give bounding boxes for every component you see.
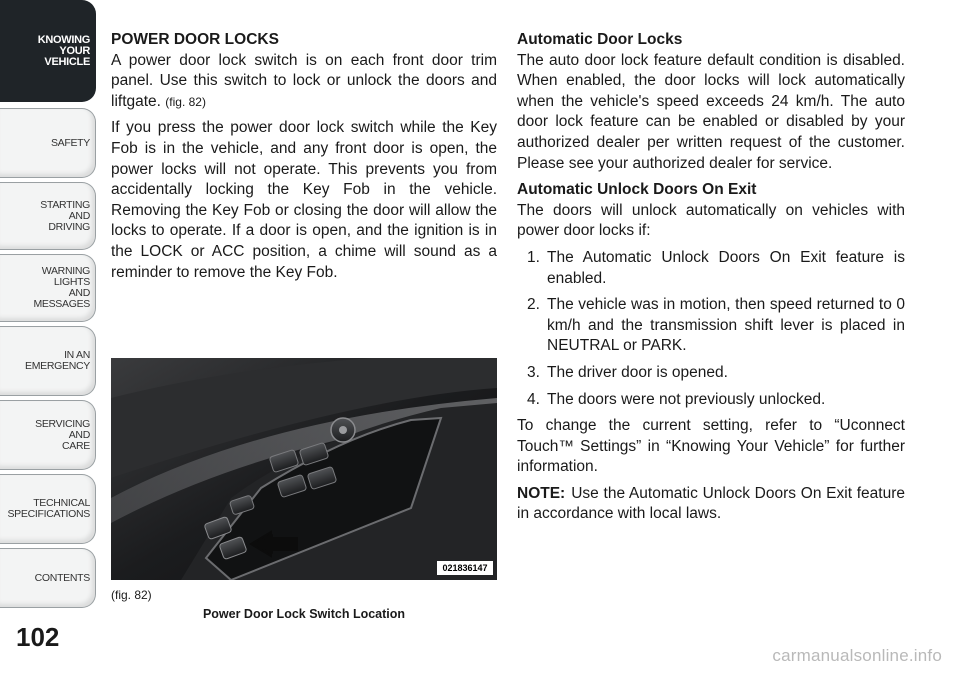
figure-number: (fig. 82) <box>111 588 152 602</box>
left-column <box>111 30 497 289</box>
list-item: 3. The driver door is opened. <box>527 363 728 381</box>
page-number: 102 <box>16 622 60 652</box>
paragraph: If you press the power door lock switch while the Key Fob is in the vehicle, and any front door is open, the power locks will not operate. This prevents you from accidentally locking the Key Fob in the vehicle. Removing the Key Fob or closing the door will allow the locks to operate. If a door is open, and the ignition is in the LOCK or ACC position, a chime will sound as a reminder to remove the Key Fob. <box>111 119 497 281</box>
door-panel-illustration <box>111 358 497 580</box>
tab-technical-specifications[interactable]: TECHNICAL SPECIFICATIONS <box>0 474 96 544</box>
tab-contents[interactable]: CONTENTS <box>0 548 96 608</box>
figure-caption: Power Door Lock Switch Location <box>202 607 406 621</box>
list-item: 4. The doors were not previously unlocked. <box>527 390 826 408</box>
section-heading-power-door-locks: POWER DOOR LOCKS <box>111 31 279 48</box>
paragraph: The doors will unlock automatically on vehicles with power door locks if: <box>517 201 905 240</box>
tab-warning-lights[interactable]: WARNING LIGHTS AND MESSAGES <box>0 254 96 322</box>
watermark: carmanualsonline.info <box>772 646 942 665</box>
section-heading-automatic-unlock: Automatic Unlock Doors On Exit <box>517 181 757 199</box>
tab-starting-and-driving[interactable]: STARTING AND DRIVING <box>0 182 96 250</box>
figure-reference: (fig. 82) <box>165 94 206 109</box>
paragraph: A power door lock switch is on each front door trim panel. Use this switch to lock or unlock the doors and liftgate. (fig. 82) <box>111 51 497 110</box>
conditions-list <box>517 248 905 410</box>
tab-knowing-your-vehicle[interactable]: KNOWING YOUR VEHICLE <box>0 0 96 102</box>
list-item: 2. The vehicle was in motion, then speed returned to 0 km/h and the transmission shift lever is placed in NEUTRAL or PARK. <box>527 296 905 355</box>
paragraph: The auto door lock feature default condition is disabled. When enabled, the door locks will lock automatically when the vehicle's speed exceeds 24 km/h. The auto door lock feature can be enabled or disabled by your authorized dealer per written request of the customer. Please see your authorized dealer for service. <box>517 51 905 172</box>
note-label: NOTE: <box>517 484 566 502</box>
note: NOTE: Use the Automatic Unlock Doors On Exit feature in accordance with local laws. <box>517 484 905 523</box>
figure-code: 021836147 <box>442 563 488 573</box>
door-lock-switch-photo <box>111 358 497 580</box>
right-column <box>517 30 905 531</box>
tab-safety[interactable]: SAFETY <box>0 108 96 178</box>
chapter-tabs <box>0 0 98 678</box>
tab-in-an-emergency[interactable]: IN AN EMERGENCY <box>0 326 96 396</box>
tab-servicing-and-care[interactable]: SERVICING AND CARE <box>0 400 96 470</box>
list-item: 1. The Automatic Unlock Doors On Exit feature is enabled. <box>527 248 905 287</box>
section-heading-automatic-door-locks: Automatic Door Locks <box>517 31 683 48</box>
paragraph: To change the current setting, refer to “Uconnect Touch™ Settings” in “Knowing Your Vehicle” for further information. <box>517 417 905 476</box>
